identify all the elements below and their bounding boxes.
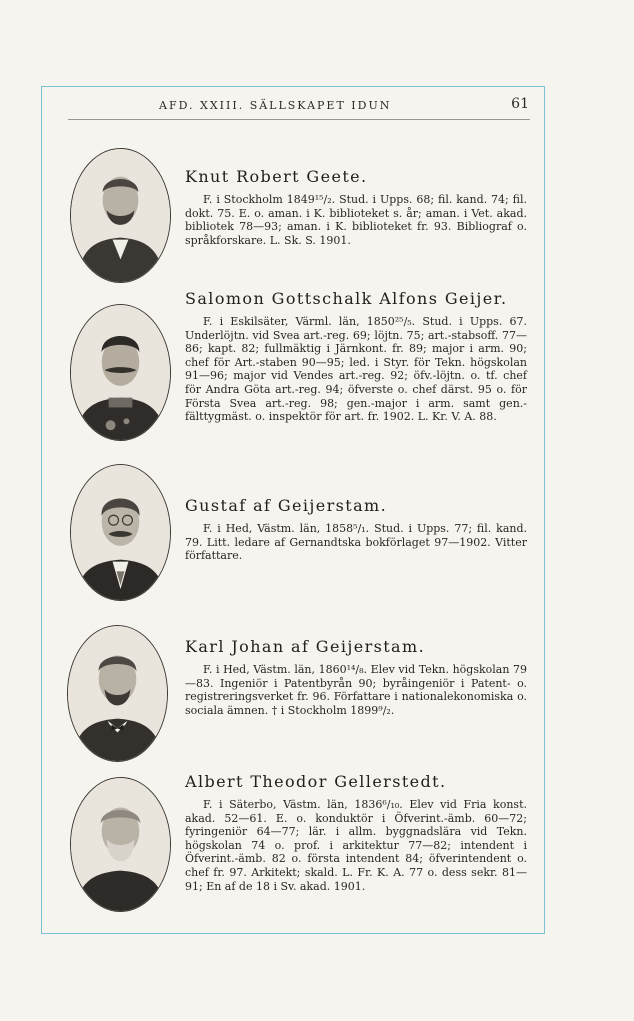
portrait-geijer: [70, 304, 171, 441]
portrait-karl-geijerstam: [67, 625, 168, 762]
entry-name: Karl Johan af Geijerstam.: [185, 637, 426, 656]
entry-name: Salomon Gottschalk Alfons Geijer.: [185, 289, 508, 308]
entry-name: Albert Theodor Gellerstedt.: [185, 772, 447, 791]
header-title: AFD. XXIII. SÄLLSKAPET IDUN: [159, 99, 392, 112]
entry-bio: F. i Säterbo, Västm. län, 1836⁶/₁₀. Elev vid Fria konst. akad. 52—61. E. o. konduktör i Öfverint.-ämb. 60—72; fyringeniör 64—77; lär. i allm. byggnadslära vid Tekn. högskolan 74 o. prof. i arkitektur 77—82; intendent i Öfverint.-ämb. 82 o. första intendent 84; öfverintendent o. chef fr. 97. Arkitekt; skald. L. Fr. K. A. 77 o. dess sekr. 81—91; En af de 18 i Sv. akad. 1901.: [185, 798, 527, 893]
entry-geete: [185, 167, 527, 247]
entry-gellerstedt: [185, 772, 527, 893]
entry-name: Gustaf af Geijerstam.: [185, 496, 388, 515]
entry-karl-geijerstam: [185, 637, 527, 717]
portrait-gustaf-geijerstam: [70, 464, 171, 601]
portrait-geete: [70, 148, 171, 283]
entry-bio: F. i Eskilsäter, Värml. län, 1850²⁵/₅. Stud. i Upps. 67. Underlöjtn. vid Svea art.-reg. 69; löjtn. 75; art.-stabsoff. 77—86; kapt. 82; fullmäktig i Järnkont. fr. 89; major i arm. 90; chef för Art.-staben 90—95; led. i Styr. för Tekn. högskolan 91—96; major vid Vendes art.-reg. 92; öfv.-löjtn. o. tf. chef för Andra Göta art.-reg. 94; öfverste o. chef därst. 95 o. för Första Svea art.-reg. 98; gen.-major i arm. samt gen.-fälttygmäst. o. inspektör för art. fr. 1902. L. Kr. V. A. 88.: [185, 315, 527, 424]
entry-bio: F. i Hed, Västm. län, 1858⁵/₁. Stud. i Upps. 77; fil. kand. 79. Litt. ledare af Gernandtska bokförlaget 97—1902. Vitter författare.: [185, 522, 527, 563]
entry-geijer: [185, 289, 527, 424]
entry-bio: F. i Stockholm 1849¹⁵/₂. Stud. i Upps. 68; fil. kand. 74; fil. dokt. 75. E. o. aman. i K. biblioteket s. år; aman. i Vet. akad. bibliotek 78—93; aman. i K. biblioteket fr. 93. Bibliograf o. språkforskare. L. Sk. S. 1901.: [185, 193, 527, 247]
header-rule: [68, 119, 530, 120]
page-number: 61: [511, 96, 529, 112]
running-header: [159, 96, 529, 119]
entry-bio: F. i Hed, Västm. län, 1860¹⁴/₈. Elev vid Tekn. högskolan 79—83. Ingeniör i Patentbyrån 90; byråingeniör i Patent- o. registreringsverket fr. 96. Författare i nationalekonomiska o. sociala ämnen. † i Stockholm 1899⁹/₂.: [185, 663, 527, 717]
entry-name: Knut Robert Geete.: [185, 167, 368, 186]
entry-gustaf-geijerstam: [185, 496, 527, 563]
portrait-gellerstedt: [70, 777, 171, 912]
